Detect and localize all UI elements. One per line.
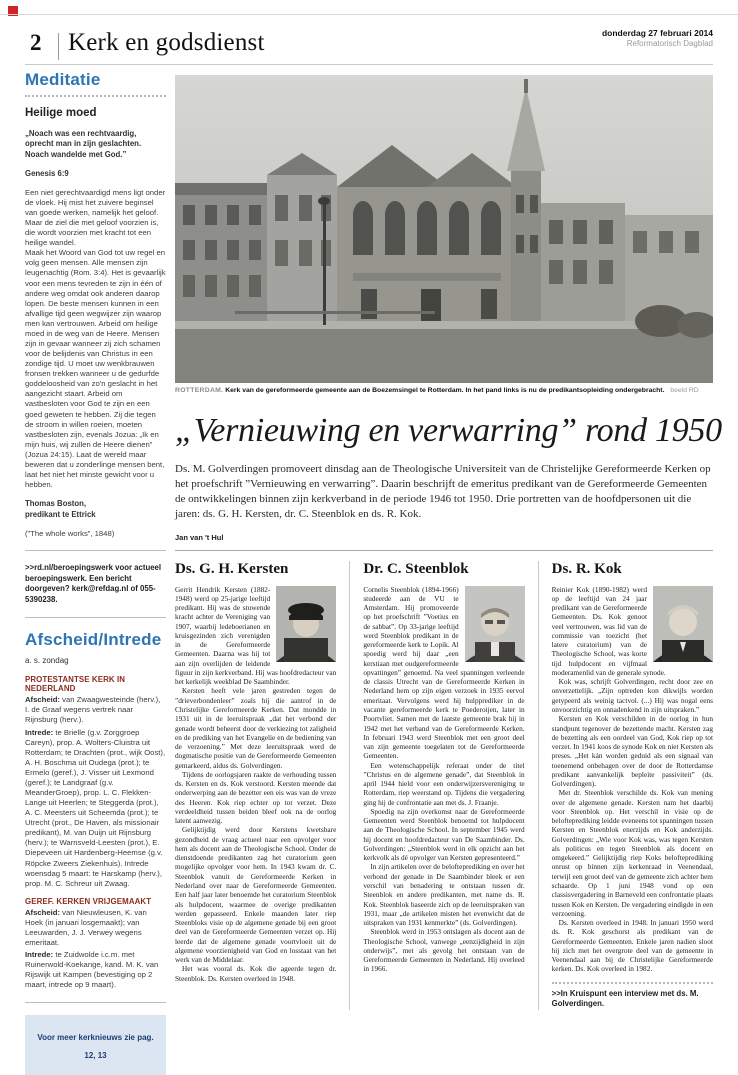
meditation-quote-ref: Genesis 6:9: [25, 168, 69, 178]
column-paragraph: Ds. Kersten overleed in 1948. In januari 1950 werd ds. R. Kok geschorst als predikant van de Gereformeerde Gemeenten. Enkele jaren nadien sloot hij zich met het overgrote deel van de gemeente in Veenendaal aan bij de Christelijke Gereformeerde kerken. Ds. Kok overleed in 1982.: [551, 918, 713, 974]
rule: [25, 617, 166, 618]
column-paragraph: Kok was, schrijft Golverdingen, recht door zee en onverzettelijk. „Zijn optreden kon dikwijls worden getypeerd als weinig tactvol. (...) Hij was nogal eens onvoorzichtig en onnadenkend in zijn uitspraken.”: [551, 677, 713, 714]
column-paragraph: Een wetenschappelijk referaat onder de titel ”Christus en de algemene genade”, dat Steenblok in april 1944 hield voor een onderwijzersvereniging te Rotterdam, riep weerstand op. Tijdens die vergadering ging hij de confrontatie aan met ds. J. Fraanje.: [363, 760, 525, 807]
column-paragraph: In zijn artikelen over de belofteprediking en over het verbond der genade in De Saambinder bleek er een verschil van benadering te ontstaan tussen dr. Steenblok en andere predikanten, met name ds. R. Kok. Steenblok baseerde zich op de leeruitspraken van 1931, maar „de artikelen misten het evenwicht dat de uitspraken van 1931 kenmerkte” (ds. Golverdingen).: [363, 862, 525, 928]
column-title: Dr. C. Steenblok: [363, 560, 469, 577]
church-entry: Intrede: te Zuidwolde i.c.m. met Ruinerwold-Koekange, kand. M. K. van Rijswijk uit Kampen (bevestiging op 2 maart, intrede op 9 maart).: [25, 950, 159, 990]
column-kok: [538, 561, 713, 1010]
article-columns: [175, 561, 713, 1010]
rule: [25, 1002, 166, 1003]
left-column: [25, 70, 166, 1075]
meditation-title: Heilige moed: [25, 107, 97, 119]
footnote-dotted-rule: [552, 982, 713, 1010]
portrait-kok: [653, 586, 713, 662]
afscheid-subtitle: a. s. zondag: [25, 656, 69, 666]
column-title: Ds. G. H. Kersten: [175, 560, 289, 577]
photo-caption: [175, 387, 713, 396]
column-kersten: [175, 561, 336, 1010]
column-paragraph: Het was vooral ds. Kok die ageerde tegen dr. Steenblok. Ds. Kersten overleed in 1948.: [175, 964, 337, 983]
denomination-heading: GEREF. KERKEN VRIJGEMAAKT: [25, 896, 152, 906]
section-title: Kerk en godsdienst: [68, 29, 265, 56]
header-divider: [58, 33, 59, 60]
meditation-author: Thomas Boston, predikant te Ettrick: [25, 499, 96, 519]
meditation-paragraph: Maak het Woord van God tot uw regel en volg geen mensen. Alle mensen zijn leugenachtig (Rom. 3:4). Het is gevaarlijk voor een mens tevreden te zijn in één of andere weg omdat ook anderen daarop lopen. De beste mensen kunnen in een afvallige tijd geen wegwijzer zijn waarop men kan vertrouwen. Arbeid om heilige moed in de weg van de Heere. Mensen zijn in gevaar wanneer zij zich schamen voor de belijdenis van Christus in een zondige tijd. U moet uw wenkbrauwen fronsen trekken wanneer u de gedurfde goddeloosheid van zo'n geslacht in het aangezicht staart. Arbeid om vastbesloten voor God te zijn en een goed geweten te hebben. Zij die tegen de stroom in willen roeien, moeten vastbesloten zijn, evenals Jozua: „Ik en mijn huis, wij zullen de Heere dienen” (Jozua 24:15). Laat de wereld maar beweren dat u zonderlinge mensen bent, laat het niet het minste gewicht voor u hebben.: [25, 248, 166, 490]
columns-rule: [175, 550, 713, 551]
meditation-paragraph: Een niet gerechtvaardigd mens ligt onder de vloek. Hij mist het zuivere beginsel van goede werken, namelijk het geloof. Maar de ziel die met geloof voorzien is, die wordt voorzien met kracht tot een heilige wandel.: [25, 187, 166, 248]
church-photo: [175, 75, 713, 383]
meditation-source: (”The whole works”, 1848): [25, 529, 115, 539]
column-paragraph: Reinier Kok (1890-1982) werd op de leeftijd van 24 jaar predikant van de Gereformeerde Gemeenten. Ds. Kok genoot veel vertrouwen, was lid van de commissie van toezicht (het latere curatorium) van de Theologische School, was korte tijd hulpdocent en vijfmaal moderamenlid van de generale synode.: [551, 584, 666, 677]
dotted-rule: [25, 94, 166, 97]
column-title: Ds. R. Kok: [551, 560, 622, 577]
kruispunt-note: >>In Kruispunt een interview met ds. M. Golverdingen.: [551, 988, 699, 1009]
beroepingswerk-note: >>rd.nl/beroepingswerk voor actueel beroepingswerk. Een bericht doorgeven? kerk@refdag.nl of 055-5390238.: [25, 563, 162, 604]
column-paragraph: Spoedig na zijn overkomst naar de Gereformeerde Gemeenten werd Steenblok benoemd tot hulpdocent aan de Theologische School. In september 1945 werd hij docent en hoofdredacteur van De Saambinder. Ds. Golverdingen: „Steenblok werd in elk opzicht aan het kerkvolk als dé opvolger van Kersten gepresenteerd.”: [363, 806, 525, 863]
column-steenblok: [349, 561, 524, 1010]
portrait-steenblok: [465, 586, 525, 662]
meditation-rubric: Meditatie: [25, 70, 101, 89]
meditation-quote: „Noach was een rechtvaardig, oprecht man in zijn geslachten. Noach wandelde met God.”: [25, 129, 142, 159]
column-paragraph: Gelijktijdig werd door Kerstens kwetsbare gezondheid de vraag actueel naar een opvolger voor hem als docent aan de Theologische School. Onder de dienstdoende predikanten zag het curatorium geen mogelijke opvolger voor hem. In 1943 kwam dr. C. Steenblok vanuit de Gereformeerde Kerken in Nederland over naar de Gereformeerde Gemeenten. Een half jaar later benoemde het curatorium Steenblok als hulpdocent, waarmee de overige predikanten werden gepasseerd. Enkele maanden later riep Steenbloks visie op de algemene genade bij een groot deel van de Gereformeerde Gemeenten verzet op. Hij leerde dat de algemene genade voortvloeit uit de algemene voorzienigheid van God en losstaat van het werk van de Middelaar.: [175, 825, 337, 965]
denomination-heading: PROTESTANTSE KERK IN NEDERLAND: [25, 675, 126, 694]
top-rule: [0, 14, 738, 15]
more-church-news-box: [25, 1015, 166, 1075]
more-church-news-label: Voor meer kerknieuws zie pag. 12, 13: [37, 1033, 154, 1061]
church-entry: Afscheid: van Nieuwleusen, K. van Hoek (in januari losgemaakt); van Leeuwarden, J. J. Verwey wegens emeritaat.: [25, 907, 147, 947]
column-paragraph: Kersten heeft vele jaren gestreden tegen de ”drieverbondenleer” zoals hij die aantrof in de Christelijke Gereformeerde Kerken. Dat mondde in 1931 uit in de leeruitspraak „dat het verbond der genade wordt beheerst door de verkiezing tot zaligheid en de prediking van het Evangelie en de bediening van de verzoening.” Met deze leeruitspraak werd de dogmatische positie van de Gereformeerde Gemeenten gemarkeerd, aldus ds. Golverdingen.: [175, 686, 337, 770]
column-paragraph: Cornelis Steenblok (1894-1966) studeerde aan de VU te Amsterdam. Hij promoveerde op het proefschrift ”Voetius en de sabbat”. Op 33-jarige leeftijd werd Steenblok predikant in de gereformeerde kerk te Lopik. Al spoedig werd hij daar „een kerstiaan met oudgereformeerde opvattingen” genoemd. Na veel spanningen verleende de classis Utrecht van de Gereformeerde Kerken in Nederland hem op zijn eigen verzoek in 1935 eervol emeritaat. Vervolgens werd hij hulpprediker in de vacante gereformeerde kerk te Poederoijen, later in Poortvliet. Samen met de laatste gemeente brak hij in 1942 met het verband van de Gereformeerde Kerken. In februari 1943 werd Steenblok met een groot deel van zijn gemeente toegelaten tot de Gereformeerde Gemeenten.: [363, 584, 525, 761]
column-paragraph: Gerrit Hendrik Kersten (1882-1948) werd op 25-jarige leeftijd predikant. Hij was de stuwende kracht achter de Vereniging van 1907, waarbij ledeboerianen en kruisgezinden zich verenigden in de Gereformeerde Gemeenten. Daarna was hij tot aan zijn overlijden de leidende figuur in zijn kerkverband. Hij was hoofdredacteur van het kerkelijk weekblad De Saambinder.: [175, 584, 337, 687]
church-entry: Intrede: te Brielle (g.v. Zorggroep Careyn), prop. A. Wolters-Cluistra uit Rotterdam; te Drachten (prot., wijk Oost), A. H. Boschma uit Oudega (prot.); te Ermelo (geref.), J. Visser uit Lexmond (geref.); te Landgraaf (g.v. MeanderGroep), prop. L. C. Flekken-Lange uit Heerlen; te Steggerda (prot.), A. C. Meesters uit Scheemda (prot.); te Utrecht (prot., De Haven, als missionair predikant), M. van Duijn uit Rijnsburg (herv.); te Warnsveld-Leesten (prot.), E. Diepeveen uit Hardenberg-Heemse (g.v. Röpcke Zweers Ziekenhuis). Intrede woensdag 5 maart: te Harskamp (herv.), prop. M. C. Schreur uit Zwaag.: [25, 727, 166, 888]
article-headline: „Vernieuwing en verwarring” rond 1950: [175, 411, 722, 449]
caption-text: Kerk van de gereformeerde gemeente aan de Boezemsingel te Rotterdam. In het pand links is nu de predikantsopleiding ondergebracht.: [225, 387, 665, 394]
caption-location: ROTTERDAM.: [175, 387, 224, 394]
paper-name: Reformatorisch Dagblad: [626, 39, 713, 49]
column-paragraph: Kersten en Kok verschilden in de oorlog in hun standpunt tegenover de bezettende macht. Kersten zag de bezetting als een oordeel van God, Kok riep op tot verzet. In 1941 koos de synode Kok en niet Kersten als preses. „Het kán worden geduid als een signaal van toenemend onbehagen over de door de Rotterdamse predikant aanvankelijk bepleite passiviteit” (ds. Golverdingen).: [551, 714, 713, 789]
afscheid-intrede-rubric: Afscheid/Intrede: [25, 630, 162, 650]
church-entry: Afscheid: van Zwaagwesteinde (herv.), I. de Graaf wegens vertrek naar Rijnsburg (herv.).: [25, 695, 161, 725]
page-number: 2: [30, 30, 42, 55]
caption-credit: beeld RD: [670, 387, 699, 394]
main-article: [175, 75, 722, 1010]
rule: [25, 550, 166, 551]
article-byline: Jan van 't Hul: [175, 532, 224, 542]
meditation-body: [25, 188, 166, 490]
article-lede: Ds. M. Golverdingen promoveert dinsdag aan de Theologische Universiteit van de Christelijke Gereformeerde Kerken op het proefschrift ”Vernieuwing en verwarring”. Daarin beschrijft de emeritus predikant van de Gereformeerde Gemeenten de ontwikkelingen binnen zijn kerkverband in de periode 1946 tot 1950. Drie portretten van de hoofdpersonen uit die jaren: ds. G. H. Kersten, dr. C. Steenblok en ds. R. Kok.: [175, 462, 711, 521]
column-paragraph: Tijdens de oorlogsjaren raakte de verhouding tussen ds. Kersten en ds. Kok verstoord. Kersten meende dat onderwerping aan de bezetter een eis was van de vreze des Heeren. Kok riep echter op tot verzet. Deze verdeeldheid tussen beiden bleef ook na de oorlog latent aanwezig.: [175, 769, 337, 826]
column-paragraph: Met dr. Steenblok verschilde ds. Kok van mening over de algemene genade. Kersten nam het daarbij voor Steenblok op. Het verschil in visie op de belofteprediking leidde eveneens tot spanningen tussen Kersten en Steenblok enerzijds en Kok anderzijds. Golverdingen: „Wie voor Kok was, was tegen Kersten als politicus en tegen Steenblok als docent en omgekeerd.” Gelijktijdig riep Koks belofteprediking onrust op binnen zijn kerkenraad in Veenendaal, terwijl een groot deel van de gemeente zich achter hem schaarde. Op 1 juni 1948 vond op een classisvergadering in Barneveld een confrontatie plaats tussen Kok en Kersten. De vergadering eindigde in een verzoening.: [551, 788, 713, 918]
header-rule: [25, 64, 713, 65]
date-label: donderdag 27 februari 2014: [601, 28, 713, 38]
portrait-kersten: [276, 586, 336, 662]
column-paragraph: Steenblok werd in 1953 ontslagen als docent aan de Theologische School, vanwege „eenzijdigheid in zijn onderwijs”, met als gevolg het ontstaan van de Gereformeerde Gemeenten in Nederland. Hij overleed in 1966.: [363, 927, 525, 974]
